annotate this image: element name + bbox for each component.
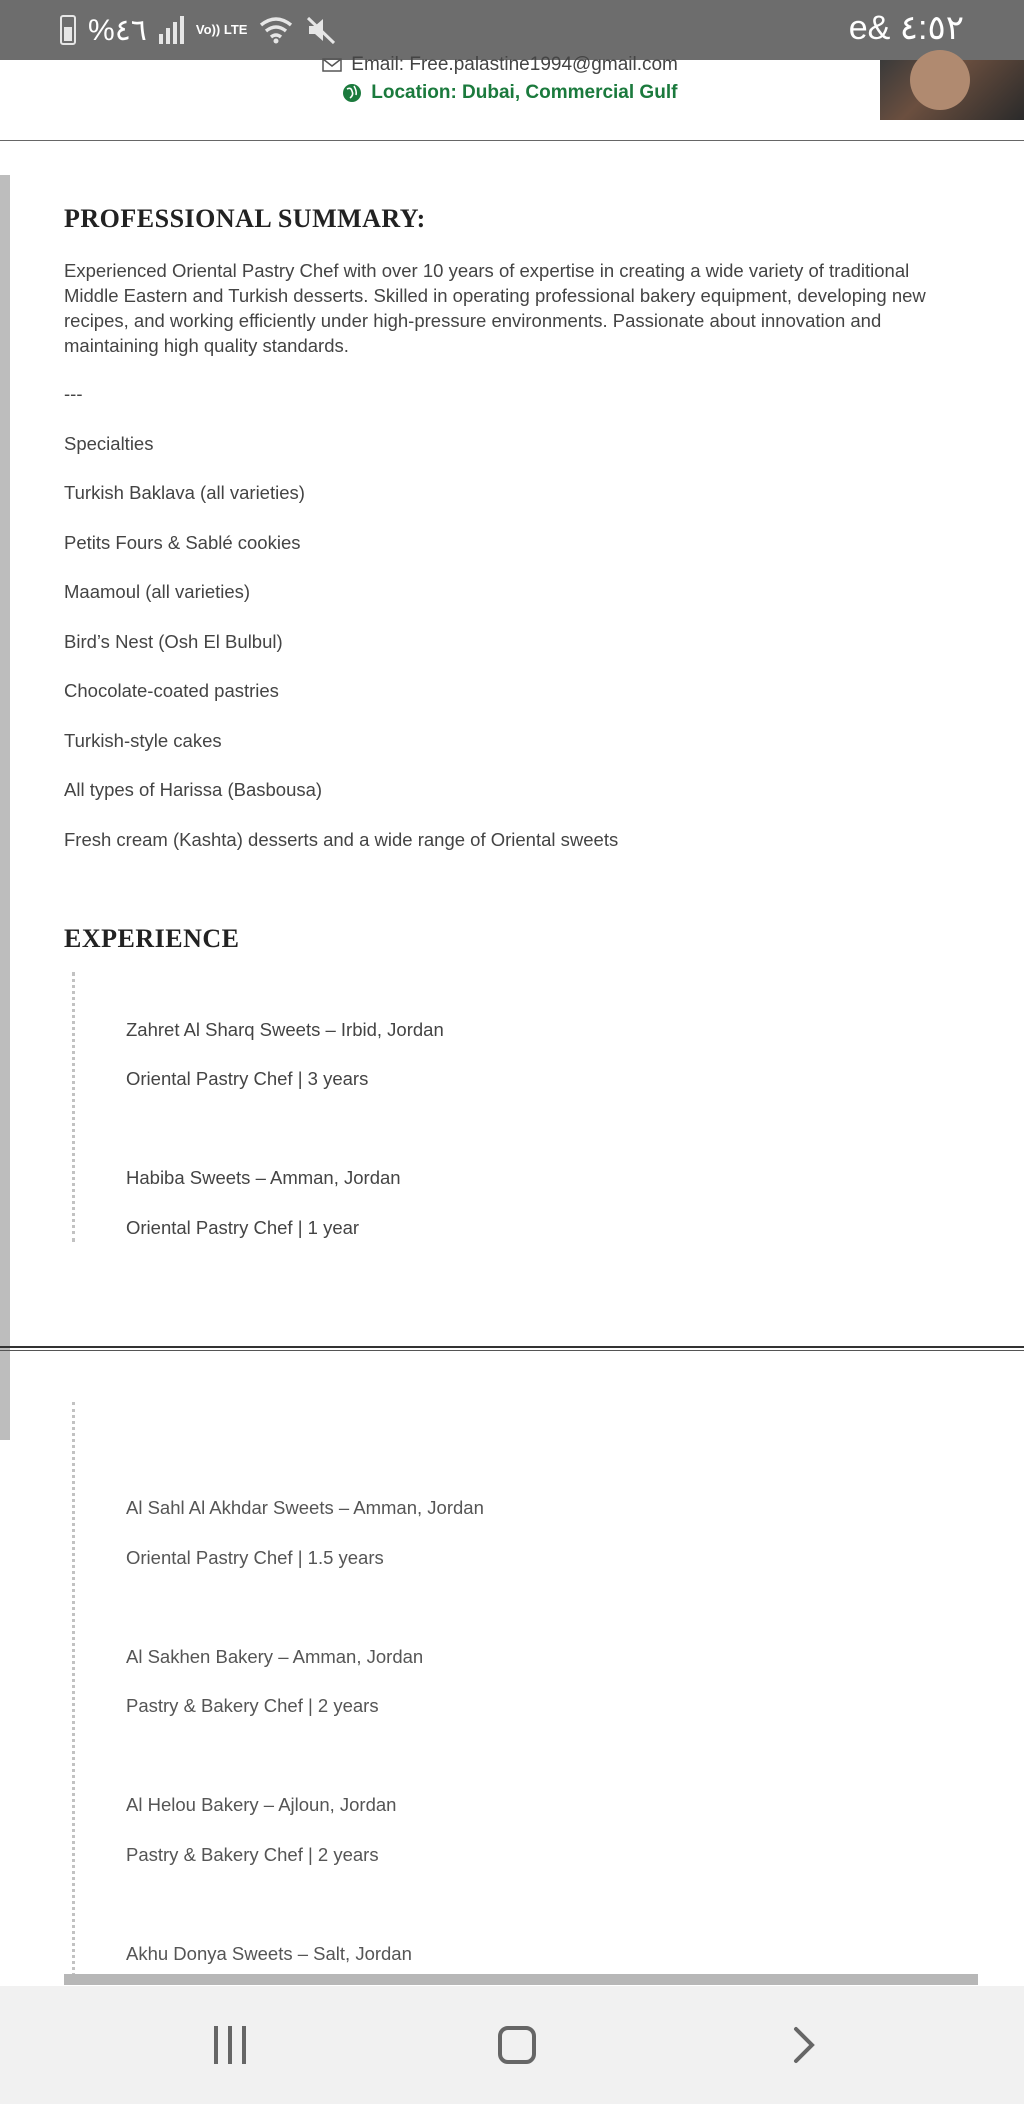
specialty-item: Chocolate-coated pastries: [64, 680, 279, 701]
wifi-icon: [259, 16, 293, 44]
page-break: [0, 1346, 1024, 1351]
home-icon: [498, 2026, 536, 2064]
job-employer: Akhu Donya Sweets – Salt, Jordan: [126, 1943, 412, 1964]
envelope-icon: [322, 58, 342, 72]
status-indicators: [60, 10, 337, 50]
location-text: Location: Dubai, Commercial Gulf: [371, 82, 678, 103]
back-button[interactable]: [764, 2010, 844, 2080]
job-role: Oriental Pastry Chef | 3 years: [126, 1068, 369, 1089]
summary-heading: PROFESSIONAL SUMMARY:: [64, 204, 426, 233]
job-role: Oriental Pastry Chef | 1.5 years: [126, 1547, 384, 1568]
job-employer: Al Helou Bakery – Ajloun, Jordan: [126, 1794, 397, 1815]
clock: e& ٤:٥٢: [848, 9, 964, 47]
specialty-item: Turkish Baklava (all varieties): [64, 482, 305, 503]
page-margin-bar: [0, 175, 10, 1440]
specialty-item: Fresh cream (Kashta) desserts and a wide range of Oriental sweets: [64, 829, 619, 850]
specialty-item: Turkish-style cakes: [64, 730, 222, 751]
volte-indicator: Vo)) LTE: [195, 22, 248, 37]
specialty-item: Bird’s Nest (Osh El Bulbul): [64, 631, 283, 652]
job-role: Oriental Pastry Chef | 1 year: [126, 1217, 360, 1238]
status-bar: [0, 0, 1024, 60]
profile-photo: [880, 60, 1024, 120]
divider: [0, 140, 1024, 141]
summary-text: Experienced Oriental Pastry Chef with over 10 years of expertise in creating a wide variety of traditional Middle Eastern and Turkish desserts. Skilled in operating professional bakery equipment, developing new recipes, and working efficiently under high-pressure environments. Passionate about innovation and maintaining high quality standards.: [64, 260, 926, 356]
battery-icon: [60, 15, 76, 45]
job-employer: Zahret Al Sharq Sweets – Irbid, Jordan: [126, 1019, 444, 1040]
job-role: Pastry & Bakery Chef | 2 years: [126, 1695, 379, 1716]
job-employer: Al Sakhen Bakery – Amman, Jordan: [126, 1646, 424, 1667]
back-icon: [792, 2025, 816, 2065]
specialty-item: Maamoul (all varieties): [64, 581, 251, 602]
experience-heading: EXPERIENCE: [64, 924, 240, 953]
job-employer: Al Sahl Al Akhdar Sweets – Amman, Jordan: [126, 1497, 484, 1518]
job-role: Pastry & Bakery Chef | 2 years: [126, 1844, 379, 1865]
location-line: [342, 82, 677, 104]
mute-icon: [305, 15, 337, 45]
battery-percent: %٤٦: [88, 13, 147, 47]
horizontal-scrollbar[interactable]: [64, 1974, 978, 1985]
recents-button[interactable]: [190, 2010, 270, 2080]
specialty-item: All types of Harissa (Basbousa): [64, 779, 323, 800]
specialty-item: Petits Fours & Sablé cookies: [64, 532, 301, 553]
separator: ---: [64, 383, 83, 404]
globe-icon: [342, 83, 362, 103]
home-button[interactable]: [477, 2010, 557, 2080]
navigation-bar: [0, 1986, 1024, 2104]
email-text: Email: Free.palastine1994@gmail.com: [351, 54, 678, 75]
email-line: [322, 54, 678, 76]
recents-icon: [214, 2026, 246, 2064]
timeline-line: [72, 972, 75, 1242]
specialties-heading: Specialties: [64, 433, 154, 454]
signal-icon: [159, 16, 184, 44]
timeline-line: [72, 1402, 75, 1982]
job-employer: Habiba Sweets – Amman, Jordan: [126, 1167, 401, 1188]
